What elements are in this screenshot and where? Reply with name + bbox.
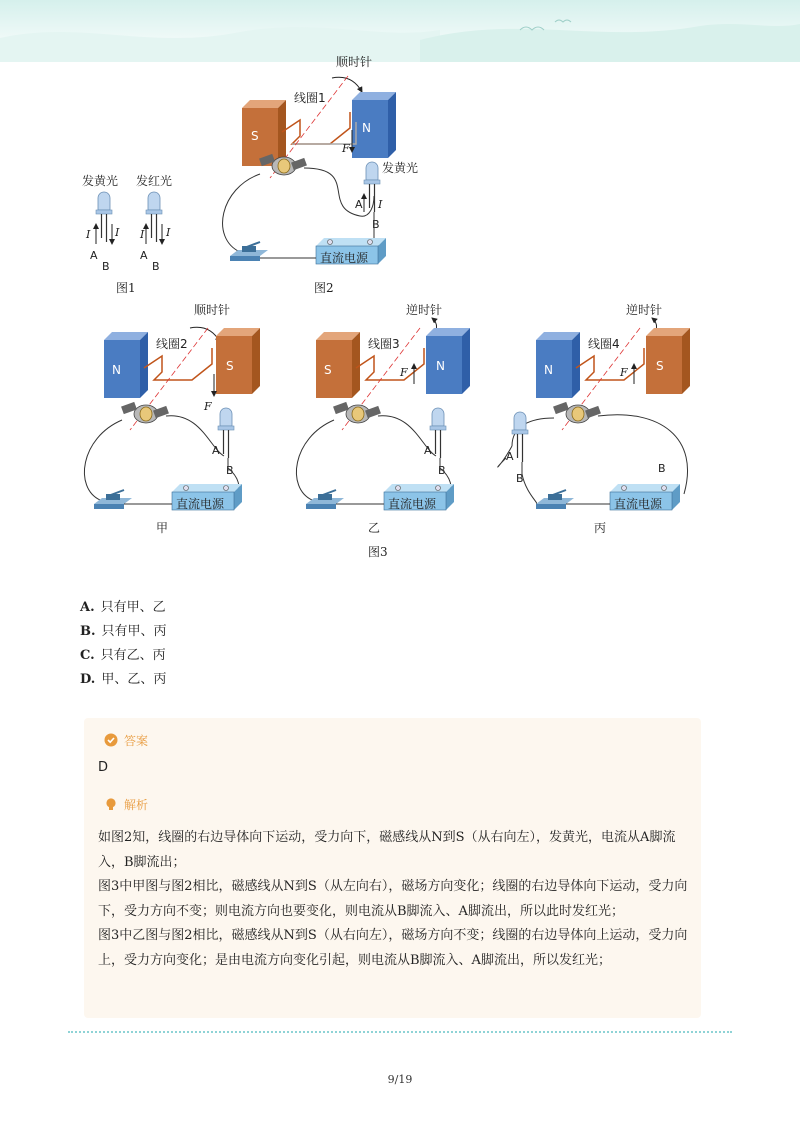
fig1-led-yellow-label: 发黄光	[82, 174, 119, 188]
force-label: F	[620, 366, 628, 379]
commutator-icon	[259, 154, 307, 175]
magnet-s-icon	[316, 332, 360, 398]
pin-a-label: A	[506, 450, 514, 463]
wire	[522, 462, 537, 504]
coil-icon	[282, 112, 350, 144]
figure-3-yi	[296, 302, 470, 535]
pin-a-label: A	[140, 249, 148, 262]
switch-icon	[536, 490, 574, 509]
fig1-caption: 图1	[116, 281, 136, 295]
option-text: 只有乙、丙	[100, 648, 166, 663]
battery-label: 直流电源	[320, 251, 369, 265]
physics-figure	[60, 48, 760, 568]
fig2-led-label: 发黄光	[382, 161, 419, 175]
check-badge-icon	[104, 733, 118, 747]
coil-label: 线圈3	[368, 337, 400, 351]
rotation-arrow-icon	[332, 77, 362, 92]
pole-label: N	[112, 363, 121, 377]
wire	[598, 415, 688, 494]
magnet-n-icon	[426, 328, 470, 394]
battery-label: 直流电源	[388, 497, 437, 511]
pin-b-label: B	[658, 462, 666, 475]
current-label: I	[86, 228, 91, 241]
pole-label: S	[656, 359, 664, 373]
analysis-paragraph: 如图2知，线圈的右边导体向下运动，受力向下，磁感线从N到S（从右向左），发黄光，电流从A脚流入，B脚流出；	[98, 830, 676, 870]
figure-2	[223, 54, 418, 295]
pin-b-label: B	[372, 218, 380, 231]
pin-b-label: B	[438, 464, 446, 477]
magnet-n-icon	[536, 332, 580, 398]
option-text: 只有甲、丙	[101, 624, 167, 639]
rotation-label: 逆时针	[626, 303, 663, 317]
battery-label: 直流电源	[176, 497, 225, 511]
commutator-icon	[333, 402, 381, 423]
fig2-rotation-label: 顺时针	[336, 55, 373, 69]
pin-b-label: B	[226, 464, 234, 477]
analysis-paragraph: 图3中乙图与图2相比，磁感线从N到S（从右向左），磁场方向不变；线圈的右边导体向上运动，受力向上，受力方向变化；是由电流方向变化引起，则电流从B脚流入、A脚流出，所以发红光；	[98, 928, 688, 968]
analysis-paragraph: 图3中甲图与图2相比，磁感线从N到S（从左向右），磁场方向变化；线圈的右边导体向下运动，受力向下，受力方向不变；则电流方向也要变化，则电流从B脚流入、A脚流出，所以此时发红光；	[98, 879, 688, 919]
current-label: I	[115, 226, 120, 239]
current-label: I	[378, 198, 383, 211]
figure-1	[82, 173, 172, 295]
pin-b-label: B	[516, 472, 524, 485]
option-a[interactable]	[80, 596, 680, 620]
pole-label: S	[251, 129, 259, 143]
fig2-caption: 图2	[314, 281, 334, 295]
option-c[interactable]	[80, 644, 680, 668]
pin-b-label: B	[152, 260, 160, 273]
answer-header	[104, 730, 148, 750]
pole-label: S	[324, 363, 332, 377]
section-divider	[68, 1031, 732, 1033]
pole-label: S	[226, 359, 234, 373]
rotation-label: 逆时针	[406, 303, 443, 317]
battery-label: 直流电源	[614, 497, 663, 511]
option-text: 只有甲、乙	[100, 600, 166, 615]
fig3-caption: 图3	[368, 545, 388, 559]
option-letter: D.	[80, 672, 96, 687]
wire	[223, 174, 260, 252]
option-text: 甲、乙、丙	[101, 672, 167, 687]
option-d[interactable]	[80, 668, 680, 692]
answer-options	[80, 596, 680, 692]
sub-figure-label: 丙	[594, 521, 607, 535]
sub-figure-label: 乙	[368, 521, 381, 535]
answer-value: D	[98, 760, 109, 775]
lightbulb-icon	[104, 797, 118, 811]
rotation-label: 顺时针	[194, 303, 231, 317]
magnet-s-icon	[646, 328, 690, 394]
force-label: F	[204, 400, 212, 413]
fig1-led-red-label: 发红光	[136, 174, 173, 188]
wire	[296, 420, 334, 500]
commutator-icon	[553, 402, 601, 423]
rotation-arrow-icon	[190, 327, 220, 342]
led-icon	[218, 408, 234, 458]
force-label: F	[400, 366, 408, 379]
pin-a-label: A	[90, 249, 98, 262]
current-label: I	[140, 228, 145, 241]
magnet-s-icon	[242, 100, 286, 166]
pole-label: N	[544, 363, 553, 377]
coil-icon	[144, 348, 212, 380]
yellow-led-icon	[96, 192, 112, 242]
pole-label: N	[436, 359, 445, 373]
option-b[interactable]	[80, 620, 680, 644]
pin-a-label: A	[212, 444, 220, 457]
answer-panel	[84, 718, 701, 1018]
option-letter: C.	[80, 648, 95, 663]
sub-figure-label: 甲	[156, 521, 169, 535]
magnet-s-icon	[216, 328, 260, 394]
pin-a-label: A	[355, 198, 363, 211]
current-label: I	[166, 226, 171, 239]
option-letter: A.	[80, 600, 95, 615]
led-icon	[512, 412, 528, 462]
figure-3-jia	[84, 302, 260, 535]
option-letter: B.	[80, 624, 96, 639]
coil-label: 线圈1	[294, 91, 326, 105]
wire	[84, 420, 122, 500]
analysis-text	[98, 826, 698, 973]
led-icon	[430, 408, 446, 458]
commutator-icon	[121, 402, 169, 423]
force-label: F	[342, 142, 350, 155]
coil-label: 线圈2	[156, 337, 188, 351]
answer-label: 答案	[124, 733, 149, 748]
magnet-n-icon	[104, 332, 148, 398]
analysis-header	[104, 794, 148, 814]
analysis-label: 解析	[124, 797, 149, 812]
pole-label: N	[362, 121, 371, 135]
figure-3-bing	[498, 302, 690, 535]
pin-a-label: A	[424, 444, 432, 457]
page-number: 9/19	[387, 1073, 413, 1086]
red-led-icon	[146, 192, 162, 242]
pin-b-label: B	[102, 260, 110, 273]
magnet-n-icon	[352, 92, 396, 158]
coil-label: 线圈4	[588, 337, 620, 351]
